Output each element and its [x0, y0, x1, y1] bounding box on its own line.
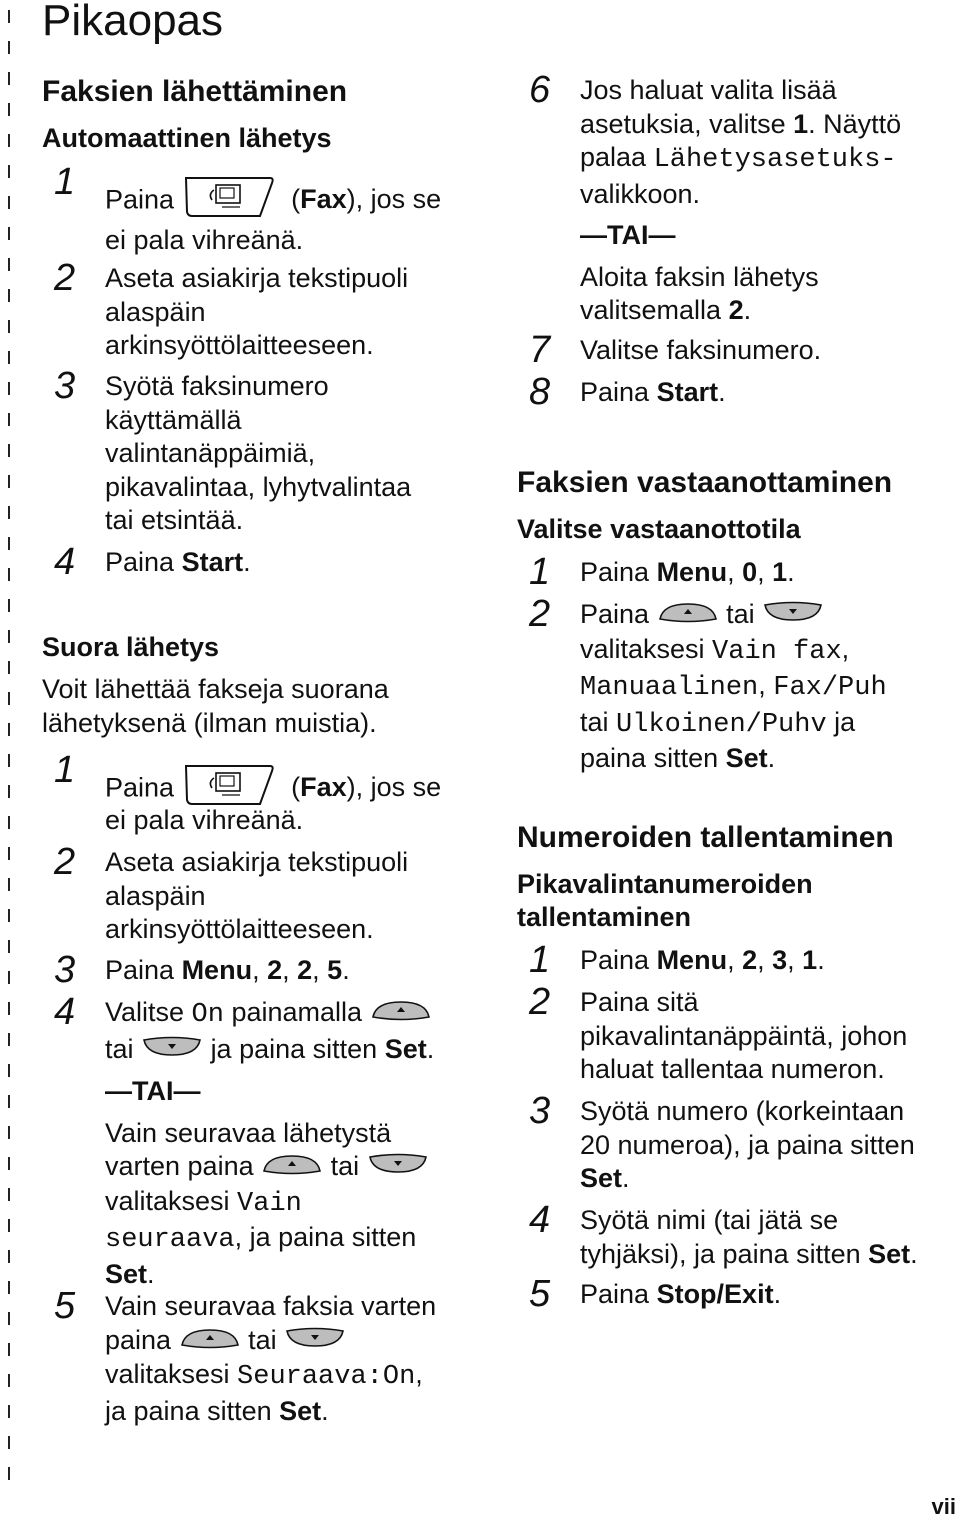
change-bar-mark [8, 351, 10, 364]
step-text-cont: ei pala vihreänä. [105, 805, 304, 835]
subheading-speed-dial: Pikavalintanumeroiden tallentaminen [517, 869, 813, 932]
change-bar-mark [8, 289, 10, 302]
step-number: 1 [529, 939, 551, 981]
change-bar-mark [8, 847, 10, 860]
step-text: Paina (Fax), jos se [105, 762, 490, 817]
change-bar-mark [8, 599, 10, 612]
step-number: 2 [54, 257, 76, 299]
step-text: Paina sitä pikavalintanäppäintä, johon haluat tallentaa numeron. [580, 987, 908, 1084]
change-bar-mark [8, 1002, 10, 1015]
direct-intro: Voit lähettää fakseja suorana lähetyksenä (ilman muistia). [42, 674, 389, 738]
change-bar-mark [8, 1312, 10, 1325]
page-number: vii [931, 1494, 956, 1519]
step-number: 7 [529, 329, 551, 371]
step-number: 8 [529, 371, 551, 413]
up-arrow-key-icon [261, 1151, 323, 1185]
step-text: Paina Start. [580, 377, 726, 407]
step-number: 2 [54, 841, 76, 883]
change-bar-mark [8, 1188, 10, 1201]
step-text: Aseta asiakirja tekstipuoli alaspäin arkinsyöttölaitteeseen. [105, 263, 409, 360]
change-bar-mark [8, 227, 10, 240]
change-bar-mark [8, 940, 10, 953]
change-bar-mark [8, 1250, 10, 1263]
change-bar-mark [8, 41, 10, 54]
step-number: 3 [54, 949, 76, 991]
up-arrow-key-icon [179, 1325, 241, 1359]
change-bar-mark [8, 754, 10, 767]
step-text: Syötä numero (korkeintaan 20 numeroa), ja paina sitten Set. [580, 1096, 915, 1193]
step-number: 3 [54, 365, 76, 407]
step-text: Paina Menu, 2, 3, 1. [580, 945, 825, 975]
down-arrow-key-icon [284, 1325, 346, 1359]
or-separator: —TAI— [580, 220, 676, 250]
change-bar-mark [8, 103, 10, 116]
subheading-receive-mode: Valitse vastaanottotila [517, 514, 801, 544]
change-bar-mark [8, 165, 10, 178]
change-bar-mark [8, 1467, 10, 1480]
change-bar-mark [8, 1157, 10, 1170]
change-bar-mark [8, 1033, 10, 1046]
step-number: 6 [529, 69, 551, 111]
step-text: Vain seuravaa faksia varten paina tai valitaksesi Seuraava:On, ja paina sitten Set. [105, 1291, 437, 1426]
change-bar-mark [8, 10, 10, 23]
subheading-auto-send: Automaattinen lähetys [42, 123, 332, 153]
step-number: 3 [529, 1090, 551, 1132]
change-bar-mark [8, 909, 10, 922]
step-text: Paina Start. [105, 547, 251, 577]
page-title: Pikaopas [42, 0, 224, 45]
down-arrow-key-icon [762, 599, 824, 633]
step-number: 5 [529, 1273, 551, 1315]
change-bar-mark [8, 971, 10, 984]
step-text-cont: ei pala vihreänä. [105, 225, 304, 255]
step-number: 2 [529, 593, 551, 635]
step-text: Valitse faksinumero. [580, 335, 822, 365]
step-text: Paina Stop/Exit. [580, 1279, 782, 1309]
fax-key-icon [182, 174, 278, 229]
change-bar-mark [8, 661, 10, 674]
change-bar-mark [8, 630, 10, 643]
step-number: 2 [529, 981, 551, 1023]
change-bar-mark [8, 320, 10, 333]
step-text: Syötä faksinumero käyttämällä valintanäppäimiä, pikavalintaa, lyhytvalintaa tai etsintää. [105, 371, 412, 535]
change-bar-mark [8, 785, 10, 798]
step-number: 4 [529, 1199, 551, 1241]
or-separator: —TAI— [105, 1076, 201, 1107]
step-number: 5 [54, 1285, 76, 1327]
change-bar-mark [8, 1219, 10, 1232]
step-text: Syötä nimi (tai jätä se tyhjäksi), ja paina sitten Set. [580, 1205, 918, 1269]
change-bar-mark [8, 1405, 10, 1418]
step-number: 4 [54, 541, 76, 583]
change-bar-mark [8, 382, 10, 395]
down-arrow-key-icon [141, 1034, 203, 1068]
change-bar-mark [8, 444, 10, 457]
change-bar-mark [8, 1343, 10, 1356]
change-bar-mark [8, 1126, 10, 1139]
change-bar-mark [8, 134, 10, 147]
change-bar-mark [8, 692, 10, 705]
margin-change-bars [8, 0, 12, 1500]
change-bar-mark [8, 816, 10, 829]
step-number: 1 [54, 161, 76, 203]
step-number: 4 [54, 991, 76, 1033]
change-bar-mark [8, 723, 10, 736]
step-text: Aseta asiakirja tekstipuoli alaspäin arkinsyöttölaitteeseen. [105, 847, 409, 944]
step-text: Paina (Fax), jos se [105, 174, 490, 229]
step-text: Valitse On painamalla tai ja paina sitten Set. —TAI— Vain seuravaa lähetystä varten paina tai valitaksesi Vain seuraava, ja paina sitten Set. [105, 996, 490, 1291]
up-arrow-key-icon [657, 599, 719, 633]
step-text: Jos haluat valita lisää asetuksia, valitse 1. Näyttö palaa Lähetysasetuks- valikkoon. —TAI— Aloita faksin lähetys valitsemalla 2. [580, 74, 960, 328]
step-text: Paina tai valitaksesi Vain fax, Manuaalinen, Fax/Puh tai Ulkoinen/Puhv ja paina sitten Set. [580, 599, 887, 774]
change-bar-mark [8, 196, 10, 209]
up-arrow-key-icon [370, 997, 432, 1031]
change-bar-mark [8, 537, 10, 550]
change-bar-mark [8, 1436, 10, 1449]
section-heading-receive-fax: Faksien vastaanottaminen [517, 466, 893, 499]
down-arrow-key-icon [367, 1151, 429, 1185]
section-heading-store-numbers: Numeroiden tallentaminen [517, 821, 894, 854]
step-number: 1 [529, 551, 551, 593]
change-bar-mark [8, 878, 10, 891]
change-bar-mark [8, 1095, 10, 1108]
change-bar-mark [8, 568, 10, 581]
step-text: Paina Menu, 2, 2, 5. [105, 955, 350, 985]
change-bar-mark [8, 1281, 10, 1294]
step-text: Paina Menu, 0, 1. [580, 557, 795, 587]
change-bar-mark [8, 1374, 10, 1387]
change-bar-mark [8, 475, 10, 488]
section-heading-send-fax: Faksien lähettäminen [42, 75, 348, 108]
change-bar-mark [8, 1064, 10, 1077]
change-bar-mark [8, 413, 10, 426]
subheading-direct-send: Suora lähetys [42, 632, 220, 662]
change-bar-mark [8, 72, 10, 85]
change-bar-mark [8, 258, 10, 271]
change-bar-mark [8, 506, 10, 519]
step-number: 1 [54, 749, 76, 791]
